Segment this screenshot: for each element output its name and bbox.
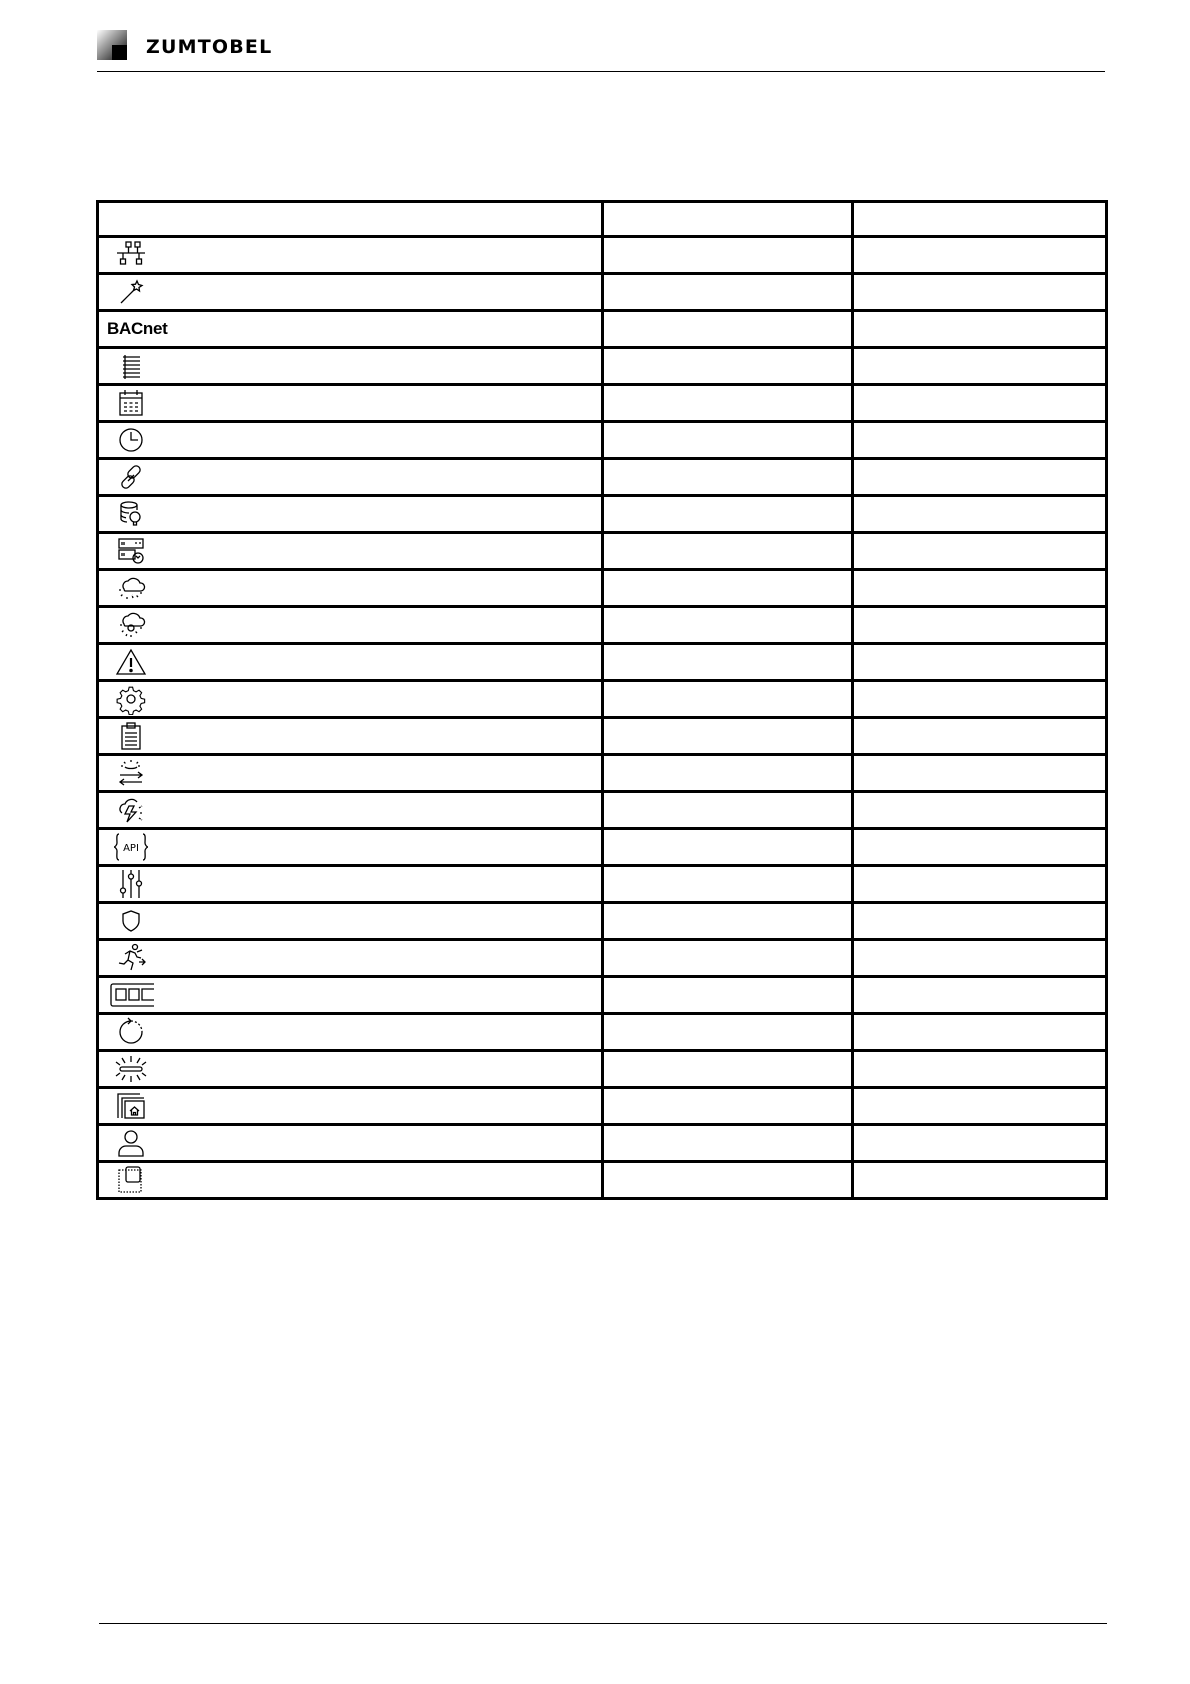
table-row <box>98 866 1107 903</box>
feature-cell <box>98 570 603 607</box>
feature-cell <box>98 422 603 459</box>
cell <box>603 718 853 755</box>
cell <box>853 718 1107 755</box>
cell <box>853 385 1107 422</box>
luminaire-glow-icon <box>113 1053 149 1085</box>
table-row <box>98 829 1107 866</box>
cell <box>603 1014 853 1051</box>
selection-box-icon <box>113 1164 149 1196</box>
cell <box>603 940 853 977</box>
refresh-circle-icon <box>113 1016 149 1048</box>
cloud-lightning-icon <box>113 794 149 826</box>
feature-cell <box>98 311 603 348</box>
cell <box>603 533 853 570</box>
table-row <box>98 533 1107 570</box>
table-row <box>98 718 1107 755</box>
brand-name: ZUMTOBEL <box>146 36 273 58</box>
cell <box>853 755 1107 792</box>
cell <box>603 607 853 644</box>
cell <box>603 903 853 940</box>
feature-cell <box>98 237 603 274</box>
feature-cell <box>98 718 603 755</box>
cell <box>853 977 1107 1014</box>
shield-icon <box>113 905 149 937</box>
page-header <box>97 30 1105 70</box>
cell <box>853 866 1107 903</box>
cell <box>603 977 853 1014</box>
feature-cell <box>98 533 603 570</box>
cell <box>853 570 1107 607</box>
feature-cell <box>98 755 603 792</box>
table-row <box>98 977 1107 1014</box>
cell <box>853 1162 1107 1199</box>
database-bulb-icon <box>113 498 149 530</box>
feature-cell <box>98 1051 603 1088</box>
cell <box>603 866 853 903</box>
feature-cell <box>98 829 603 866</box>
table-row <box>98 792 1107 829</box>
cell <box>853 940 1107 977</box>
cell <box>853 644 1107 681</box>
cell <box>603 829 853 866</box>
svg-text:API: API <box>123 843 139 854</box>
table-row <box>98 903 1107 940</box>
cell <box>603 422 853 459</box>
emergency-exit-runner-icon <box>113 942 149 974</box>
table-row <box>98 422 1107 459</box>
header-divider <box>97 71 1105 72</box>
table-row <box>98 1088 1107 1125</box>
cell <box>853 1051 1107 1088</box>
cell <box>853 422 1107 459</box>
magic-wand-icon <box>113 276 149 308</box>
feature-cell <box>98 459 603 496</box>
column-header <box>98 202 603 237</box>
feature-table <box>96 200 1108 1200</box>
footer-divider <box>99 1623 1107 1624</box>
cell <box>853 237 1107 274</box>
table-row <box>98 1125 1107 1162</box>
cell <box>853 903 1107 940</box>
cell <box>853 792 1107 829</box>
table-row <box>98 755 1107 792</box>
table-row <box>98 681 1107 718</box>
cell <box>853 459 1107 496</box>
clock-icon <box>113 424 149 456</box>
cell <box>603 274 853 311</box>
cell <box>603 348 853 385</box>
feature-cell <box>98 792 603 829</box>
table-row <box>98 385 1107 422</box>
cell <box>603 681 853 718</box>
feature-cell <box>98 977 603 1014</box>
feature-cell <box>98 1088 603 1125</box>
table-row <box>98 570 1107 607</box>
cell <box>853 607 1107 644</box>
cell <box>603 1125 853 1162</box>
cell <box>603 1088 853 1125</box>
table-row <box>98 1051 1107 1088</box>
cell <box>603 459 853 496</box>
feature-cell <box>98 1014 603 1051</box>
cell <box>853 1088 1107 1125</box>
feature-cell <box>98 644 603 681</box>
feature-cell <box>98 496 603 533</box>
table-row <box>98 274 1107 311</box>
light-transfer-icon <box>113 757 149 789</box>
cell <box>853 274 1107 311</box>
cell <box>603 237 853 274</box>
clipboard-icon <box>113 720 149 752</box>
home-window-icon <box>113 1090 149 1122</box>
column-header <box>603 202 853 237</box>
feature-cell <box>98 903 603 940</box>
cell <box>603 570 853 607</box>
table-row <box>98 607 1107 644</box>
zumtobel-logo-mark <box>97 30 127 60</box>
feature-cell <box>98 607 603 644</box>
table-row <box>98 496 1107 533</box>
api-icon <box>113 831 149 863</box>
feature-cell <box>98 274 603 311</box>
cell <box>603 385 853 422</box>
cell <box>853 348 1107 385</box>
table-row <box>98 237 1107 274</box>
column-header <box>853 202 1107 237</box>
feature-cell <box>98 348 603 385</box>
warning-triangle-icon <box>113 646 149 678</box>
feature-cell <box>98 1125 603 1162</box>
cell <box>853 1125 1107 1162</box>
cell <box>603 644 853 681</box>
cell <box>853 829 1107 866</box>
cell <box>853 496 1107 533</box>
list-layers-icon <box>113 350 149 382</box>
table-row <box>98 311 1107 348</box>
gear-icon <box>113 683 149 715</box>
calendar-icon <box>113 387 149 419</box>
server-refresh-icon <box>113 535 149 567</box>
table-row <box>98 644 1107 681</box>
sliders-icon <box>113 868 149 900</box>
feature-cell <box>98 940 603 977</box>
feature-cell <box>98 1162 603 1199</box>
table-row <box>98 1162 1107 1199</box>
table-row <box>98 1014 1107 1051</box>
table-row <box>98 940 1107 977</box>
table-row <box>98 459 1107 496</box>
cell <box>603 792 853 829</box>
bacnet-label: BACnet <box>107 319 168 338</box>
table-row <box>98 348 1107 385</box>
feature-cell <box>98 681 603 718</box>
cloud-sun-icon <box>113 572 149 604</box>
cell <box>853 533 1107 570</box>
cell <box>603 496 853 533</box>
feature-cell <box>98 385 603 422</box>
table-header-row <box>98 202 1107 237</box>
feature-cell <box>98 866 603 903</box>
link-chain-icon <box>113 461 149 493</box>
cell <box>603 1051 853 1088</box>
cell <box>853 681 1107 718</box>
cell <box>603 1162 853 1199</box>
cell <box>853 1014 1107 1051</box>
network-topology-icon <box>113 239 149 271</box>
cell <box>603 755 853 792</box>
user-icon <box>113 1127 149 1159</box>
panel-slots-icon <box>110 979 154 1011</box>
cell <box>603 311 853 348</box>
cell <box>853 311 1107 348</box>
cloud-sun-outline-icon <box>113 609 149 641</box>
